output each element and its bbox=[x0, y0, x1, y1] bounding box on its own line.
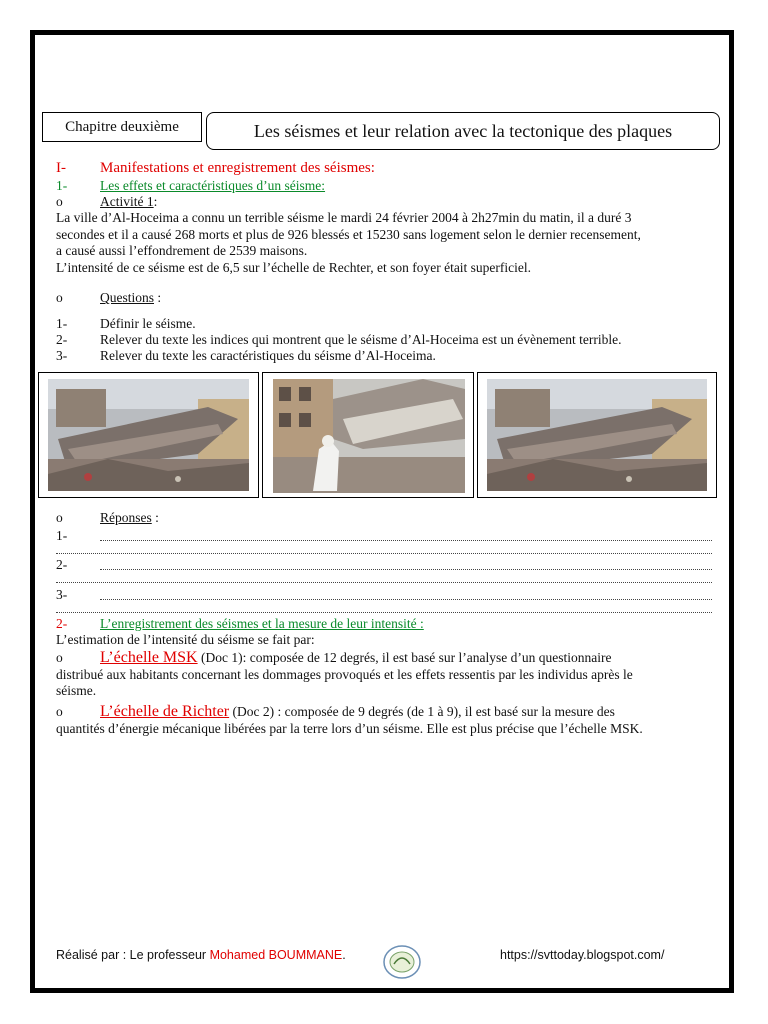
question-text: Relever du texte les caractéristiques du séisme d’Al-Hoceima. bbox=[100, 348, 436, 363]
activity-label: Activité 1 bbox=[100, 194, 154, 209]
text-line: a causé aussi l’effondrement de 2539 maisons. bbox=[56, 243, 308, 258]
subsection-title: L’enregistrement des séismes et la mesure de leur intensité : bbox=[100, 616, 424, 631]
section-number: I- bbox=[56, 160, 66, 176]
text-line: distribué aux habitants concernant les dommages provoqués et les effets ressentis par les individus après le bbox=[56, 666, 633, 682]
earthquake-damage-photo bbox=[48, 379, 249, 491]
section-heading bbox=[56, 160, 375, 176]
activity-text bbox=[56, 210, 722, 276]
answer-number: 3- bbox=[56, 587, 68, 602]
answers-label: Réponses bbox=[100, 510, 152, 525]
chapter-label: Chapitre deuxième bbox=[65, 118, 179, 135]
footer-suffix: . bbox=[342, 948, 346, 962]
answer-line-2 bbox=[56, 557, 67, 573]
footer-url-link[interactable]: https://svttoday.blogspot.com/ bbox=[500, 948, 665, 962]
answer-line-1 bbox=[56, 528, 67, 544]
earthquake-photo-2-frame bbox=[262, 372, 474, 498]
answer-number: 1- bbox=[56, 528, 68, 543]
msk-paragraph bbox=[56, 650, 722, 700]
earthquake-damage-photo bbox=[487, 379, 707, 491]
answer-dotted-line bbox=[100, 599, 712, 600]
title-box bbox=[206, 112, 720, 150]
richter-scale-name: L’échelle de Richter bbox=[100, 703, 230, 720]
bullet: o bbox=[56, 704, 63, 719]
text-line: séisme. bbox=[56, 683, 97, 698]
bullet: o bbox=[56, 650, 63, 665]
questions-label: Questions bbox=[100, 290, 154, 305]
text-line: quantités d’énergie mécanique libérées par la terre lors d’un séisme. Elle est plus précise que l’échelle MSK. bbox=[56, 720, 643, 736]
page-title: Les séismes et leur relation avec la tectonique des plaques bbox=[253, 120, 673, 141]
answer-number: 2- bbox=[56, 557, 68, 572]
answer-dotted-line bbox=[100, 569, 712, 570]
question-text: Relever du texte les indices qui montrent que le séisme d’Al-Hoceima est un évènement terrible. bbox=[100, 332, 622, 347]
text-line: L’intensité de ce séisme est de 6,5 sur l’échelle de Rechter, et son foyer était superficiel. bbox=[56, 259, 532, 275]
subsection-title: Les effets et caractéristiques d’un séisme: bbox=[100, 178, 326, 193]
answer-dotted-line bbox=[100, 540, 712, 541]
question-item bbox=[56, 332, 622, 348]
activity-colon: : bbox=[153, 194, 158, 209]
question-text: Définir le séisme. bbox=[100, 316, 196, 331]
questions-heading bbox=[56, 290, 162, 306]
answers-heading bbox=[56, 510, 159, 526]
subsection-number: 1- bbox=[56, 178, 68, 193]
answer-dotted-line bbox=[56, 582, 712, 583]
answer-dotted-line bbox=[56, 612, 712, 613]
estimation-text: L’estimation de l’intensité du séisme se fait par: bbox=[56, 632, 315, 647]
activity-heading bbox=[56, 194, 158, 210]
answer-line-3 bbox=[56, 587, 67, 603]
section-title: Manifestations et enregistrement des séismes: bbox=[100, 160, 375, 176]
subsection-2-heading bbox=[56, 616, 424, 632]
richter-paragraph bbox=[56, 704, 722, 737]
bullet: o bbox=[56, 510, 63, 525]
text-line: La ville d’Al-Hoceima a connu un terrible séisme le mardi 24 février 2004 à 2h27min du matin, il a duré 3 bbox=[56, 210, 632, 225]
logo-icon bbox=[382, 944, 422, 980]
question-number: 3- bbox=[56, 348, 68, 363]
bullet: o bbox=[56, 290, 63, 305]
earthquake-photo-3-frame bbox=[477, 372, 717, 498]
chapter-box bbox=[42, 112, 202, 142]
footer-author: Mohamed BOUMMANE bbox=[209, 948, 343, 962]
answer-dotted-line bbox=[56, 553, 712, 554]
question-number: 2- bbox=[56, 332, 68, 347]
question-item bbox=[56, 348, 436, 364]
footer-prefix: Réalisé par : Le professeur bbox=[56, 948, 210, 962]
text-line: secondes et il a causé 268 morts et plus de 926 blessés et 15230 sans logement selon le dernier recensement, bbox=[56, 226, 641, 242]
questions-colon: : bbox=[157, 290, 162, 305]
footer-credit bbox=[56, 948, 346, 962]
earthquake-photo-1-frame bbox=[38, 372, 259, 498]
subsection-1-heading bbox=[56, 178, 326, 194]
question-number: 1- bbox=[56, 316, 68, 331]
collapsed-building-photo bbox=[273, 379, 465, 493]
subsection-number: 2- bbox=[56, 616, 68, 631]
question-item bbox=[56, 316, 196, 332]
richter-description: (Doc 2) : composée de 9 degrés (de 1 à 9), il est basé sur la mesure des bbox=[229, 704, 615, 719]
bullet: o bbox=[56, 194, 63, 209]
answers-colon: : bbox=[155, 510, 159, 525]
msk-scale-name: L’échelle MSK bbox=[100, 649, 198, 666]
msk-description: (Doc 1): composée de 12 degrés, il est basé sur l’analyse d’un questionnaire bbox=[197, 650, 612, 665]
